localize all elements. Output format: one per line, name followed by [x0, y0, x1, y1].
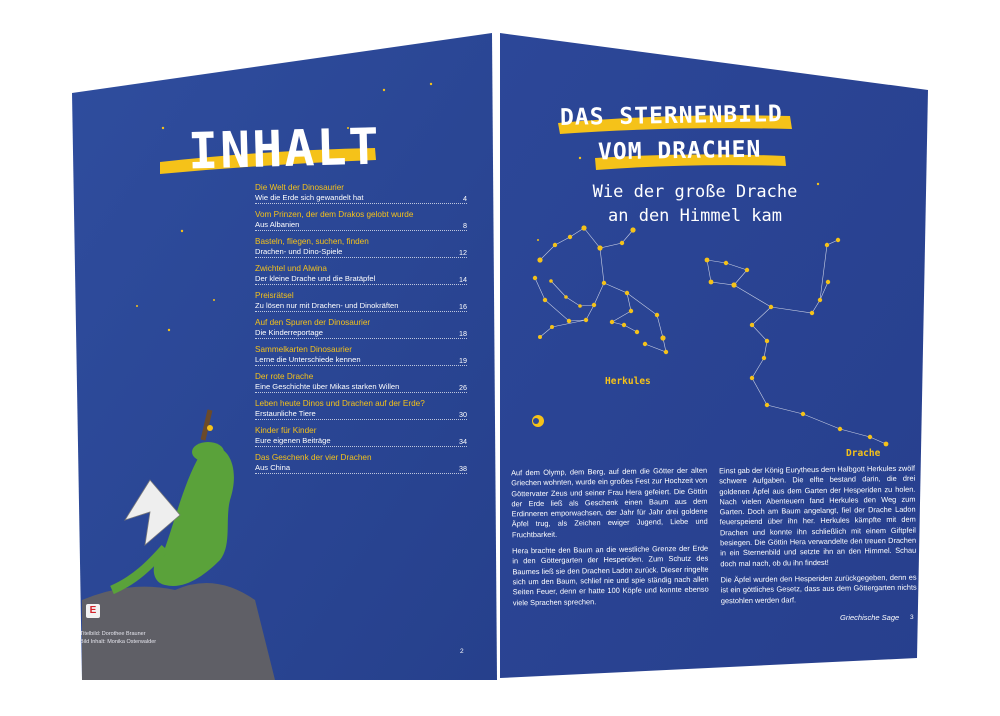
toc-entry-subtitle: Eine Geschichte über Mikas starken Willen	[255, 382, 467, 393]
toc-entry-page: 34	[459, 437, 467, 446]
article-subtitle-line1: Wie der große Drache	[592, 182, 798, 202]
toc-entry-title: Das Geschenk der vier Drachen	[255, 453, 372, 462]
table-of-contents	[255, 183, 467, 480]
toc-entry	[255, 372, 467, 393]
toc-entry-page: 14	[459, 275, 467, 284]
toc-entry-page: 12	[459, 248, 467, 257]
credit-cover: Titelbild: Dorothee Brauner	[80, 631, 146, 637]
e-badge: E	[86, 604, 100, 618]
toc-entry-subtitle: Aus Albanien	[255, 220, 467, 231]
toc-entry	[255, 237, 467, 258]
page-number-left: 2	[460, 648, 464, 655]
toc-entry	[255, 345, 467, 366]
toc-entry-page: 4	[463, 194, 467, 203]
toc-entry	[255, 318, 467, 339]
story-paragraph: Hera brachte den Baum an die westliche Grenze der Erde in den Göttergarten der Hesperiden. Zum Schutz des Baumes ließ sie den Drachen Ladon zurück. Dieser ringelte sich um den Baum, schlief nie und spie ständig nach allen Seiten Feuer, denn er hatte 100 Köpfe und konnte ebenso viele Sprachen sprechen.	[512, 543, 709, 607]
toc-entry-title: Sammelkarten Dinosaurier	[255, 345, 352, 354]
toc-entry-page: 16	[459, 302, 467, 311]
toc-entry	[255, 183, 467, 204]
image-credits	[80, 630, 156, 646]
story-column-1	[511, 466, 709, 615]
article-title-line2: VOM DRACHEN	[597, 136, 762, 166]
toc-entry-title: Basteln, fliegen, suchen, finden	[255, 237, 369, 246]
story-paragraph: Einst gab der König Eurytheus dem Halbgott Herkules zwölf schwere Aufgaben. Die elfte bestand darin, die drei goldenen Äpfel aus dem Garten der Hesperiden zu holen. Nach vielen Abenteuern fand Herkules den Weg zum Garten. Doch am Baum angelangt, fiel der Drache Ladon feuerspeiend über ihn her. Herkules kämpfte mit dem Drachen und konnte ihn schließlich mit einem Giftpfeil besiegen. Die Göttin Hera verwandelte den treuen Drachen in ein Sternenbild und setzte ihn an den Himmel. Schau doch mal nach, ob du ihn findest!	[718, 463, 917, 569]
toc-entry-title: Zwichtel und Alwina	[255, 264, 327, 273]
toc-entry-title: Die Welt der Dinosaurier	[255, 183, 345, 192]
article-title-line1: DAS STERNENBILD	[559, 101, 783, 131]
toc-entry	[255, 210, 467, 231]
toc-entry-title: Preisrätsel	[255, 291, 294, 300]
toc-entry-subtitle: Der kleine Drache und die Bratäpfel	[255, 274, 467, 285]
toc-entry	[255, 291, 467, 312]
toc-entry-title: Vom Prinzen, der dem Drakos gelobt wurde	[255, 210, 414, 219]
toc-entry-title: Der rote Drache	[255, 372, 314, 381]
toc-title: INHALT	[187, 117, 382, 181]
right-page	[500, 0, 1000, 716]
toc-entry-title: Leben heute Dinos und Drachen auf der Erde?	[255, 399, 425, 408]
toc-entry-page: 26	[459, 383, 467, 392]
toc-entry-page: 18	[459, 329, 467, 338]
story-column-2	[719, 464, 917, 613]
toc-entry	[255, 264, 467, 285]
toc-entry-page: 30	[459, 410, 467, 419]
toc-entry	[255, 426, 467, 447]
toc-entry-title: Kinder für Kinder	[255, 426, 317, 435]
toc-entry-page: 19	[459, 356, 467, 365]
drache-label: Drache	[846, 448, 881, 459]
toc-entry-title: Auf den Spuren der Dinosaurier	[255, 318, 371, 327]
toc-entry-subtitle: Erstaunliche Tiere	[255, 409, 467, 420]
story-source: Griechische Sage	[840, 613, 900, 622]
toc-entry-page: 38	[459, 464, 467, 473]
toc-entry-subtitle: Zu lösen nur mit Drachen- und Dinokräften	[255, 301, 467, 312]
story-paragraph: Die Äpfel wurden den Hesperiden zurückgegeben, denn es ist ein göttliches Gesetz, dass aus dem Göttergarten nichts gestohlen werden darf.	[720, 572, 917, 605]
toc-entry-subtitle: Die Kinderreportage	[255, 328, 467, 339]
toc-entry-subtitle: Wie die Erde sich gewandelt hat	[255, 193, 467, 204]
article-subtitle-line2: an den Himmel kam	[608, 206, 782, 226]
toc-entry	[255, 399, 467, 420]
toc-entry-page: 8	[463, 221, 467, 230]
story-paragraph: Auf dem Olymp, dem Berg, auf dem die Götter der alten Griechen wohnten, wurde ein großes Fest zur Hochzeit von Göttervater Zeus und seiner Frau Hera gefeiert. Die Göttin der Erde ließ als Geschenk einen Baum aus dem Erdinneren emporwachsen, der Jahr für Jahr drei goldene Äpfel trug, als Zeichen ewiger Jugend, Liebe und Fruchtbarkeit.	[510, 465, 708, 540]
credit-inhalt: Bild Inhalt: Monika Osterwalder	[80, 639, 157, 645]
toc-entry-subtitle: Lerne die Unterschiede kennen	[255, 355, 467, 366]
toc-entry	[255, 453, 467, 474]
herkules-label: Herkules	[605, 376, 651, 387]
toc-entry-subtitle: Eure eigenen Beiträge	[255, 436, 467, 447]
toc-entry-subtitle: Aus China	[255, 463, 467, 474]
page-number-right: 3	[910, 614, 914, 621]
toc-entry-subtitle: Drachen- und Dino-Spiele	[255, 247, 467, 258]
